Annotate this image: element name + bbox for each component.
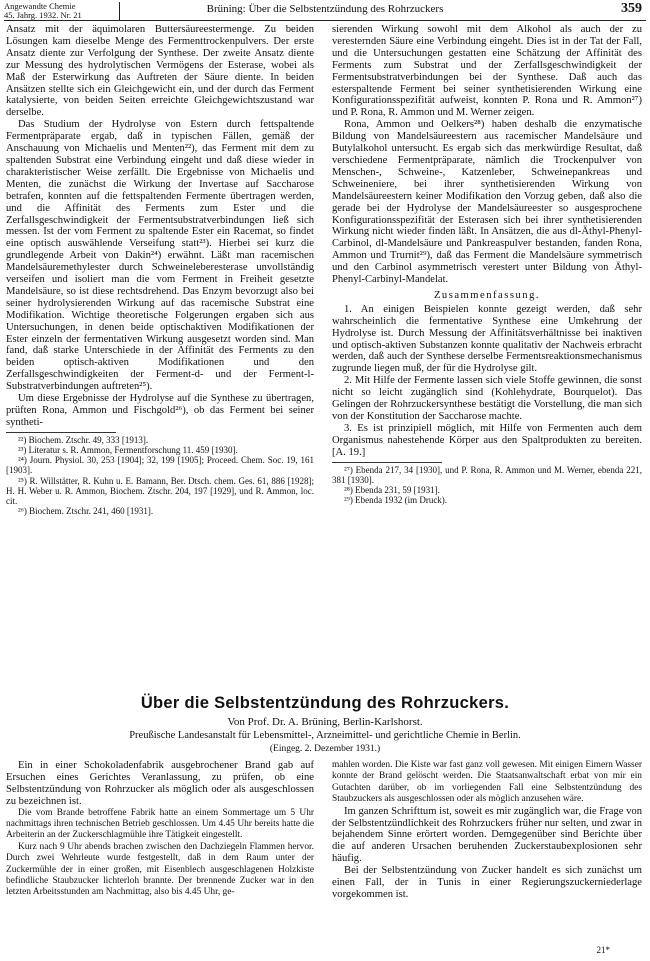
footnote-rule [332,462,442,463]
paragraph: Das Studium der Hydrolyse von Estern durch fettspaltende Fermentpräparate ergab, daß in typischen Fällen, gemäß der Anschauung von Michaelis und Menten²²), das Ferment mit dem zu spaltenden Substrat eine Verbindung eingeht und daß diese wieder in charakteristischer Weise zerfällt. Die Ergebnisse von Michaelis und Menten, die zunächst die Wirkung der Invertase auf Saccharose betrafen, konnten auf die fettspaltenden Fermente übertragen werden, und die Affinität des Ferments zum Ester und die Zerfallsgeschwindigkeit der Fermentsubstratverbindungen ließ sich messen. Ist der vom Ferment zu spaltende Ester ein Racemat, so findet eine optisch auswählende Verseifung statt²³). Hierbei sei kurz die grundlegende Arbeit von Dakin²⁴) erwähnt. Läßt man racemischen Mandelsäuremethylester durch Schweineleberesterase unvollständig verseifen und isoliert man die vom Ferment in Freiheit gesetzte Mandelsäure, so ist diese rechtsdrehend. Das Enzym bevorzugt also bei seiner hydrolysierenden Wirkung auf das racemische Substrat eine Modifikation. Wichtige theoretische Folgerungen ergaben sich aus Untersuchungen, in denen beide optischaktiven Modifikationen der Ester einzeln der fermentativen Wirkung ausgesetzt worden sind. Man fand, daß starke Unterschiede in der Affinität des Ferments zu den beiden optisch-aktiven Modifikationen und den Zerfallsgeschwindigkeiten der Ferment-d- und der Ferment-l-Substratverbindungen auftreten²⁵). [6,119,314,393]
footnote: ²⁹) Ebenda 1932 (im Druck). [344,495,448,506]
page-number: 359 [621,1,642,16]
paragraph: Ansatz mit der äquimolaren Buttersäureestermenge. Zu beiden Lösungen kam dieselbe Menge des Fermenttrockenpulvers. Der erste Ansatz diente zur Verfolgung der Synthese. Der zweite Ansatz diente zur Messung des hydrolytischen Vermögens der Esterase, wobei als Maß der Esterwirkung das Auftreten der Säure diente. In beiden Ansätzen stellte sich ein Gleichgewicht ein, und der durch das Ferment katalysierte, von beiden Seiten erreichte Gleichgewichtszustand war derselbe. [6,24,314,119]
footnote: ²⁵) R. Willstätter, R. Kuhn u. E. Bamann, Ber. Dtsch. chem. Ges. 61, 886 [1928]; H. H. Weber u. R. Ammon, Biochem. Ztschr. 204, 197 [1929], und R. Ammon, loc. cit. [6,475,314,507]
article-title: Über die Selbstentzündung des Rohrzuckers. [140,694,510,712]
running-title: Brüning: Über die Selbstentzündung des Rohrzuckers [206,3,444,15]
footnote: ²⁷) Ebenda 217, 34 [1930], und P. Rona, R. Ammon und M. Werner, ebenda 221, 381 [1930]. [332,464,642,485]
paragraph: Rona, Ammon und Oelkers²⁸) haben deshalb die enzymatische Bildung von Mandelsäureestern aus racemischer Mandelsäure und Butylalkohol untersucht. Es ergab sich das merkwürdige Resultat, daß verschiedene Fermentpräparate, nämlich die Trockenpulver von Menschen-, Schweine-, Katzenleber, Schweinepankreas und Schweineniere, bei ihrer synthetisierenden Wirkung von Mandelsäureestern keiner Modifikation den Vorzug geben, daß also die gerade bei der Hydrolyse der Mandelsäureester so ausgesprochene Konfigurationsspezifität der Esterasen sich bei ihrer synthetisierenden Wirkung nicht wieder finden läßt. In Ansätzen, die aus dl-Äthyl-Phenyl-Carbinol, dl-Mandelsäure und Pankreaspulver bestanden, fanden Rona, Ammon und Trurnit²⁹), daß das Ferment die Mandelsäure symmetrisch und den Carbinol asymmetrisch verestert unter Bildung von Äthyl-Phenyl-Carbinyl-Mandelat. [332,119,642,286]
summary-heading: Zusammenfassung. [433,289,541,301]
article-institute: Preußische Landesanstalt für Lebensmittel-, Arzneimittel- und gerichtliche Chemie in Berlin. [129,730,521,741]
footnote: ²²) Biochem. Ztschr. 49, 333 [1913]. [18,434,149,445]
paragraph: Bei der Selbstentzündung von Zucker handelt es sich zunächst um einen Fall, der in Tunis in einer Regierungszuckerniederlage vorgekommen ist. [332,865,642,900]
paragraph: mahlen worden. Die Kiste war fast ganz voll gewesen. Mit einigen Eimern Wasser konnte der Brand gelöscht werden. Die Staatsanwaltschaft erbat von mir ein Gutachten darüber, ob im vorliegenden Fall eine Selbstentzündung des Staubzuckers als ausgeschlossen oder als möglich anzusehen wäre. [332,760,642,805]
summary-item: 1. An einigen Beispielen konnte gezeigt werden, daß sehr wahrscheinlich die fermentative Synthese eine Umkehrung der Hydrolyse ist. Durch Messung der Affinitätsverhältnisse bei inaktiven und optisch-aktiven Substanzen konnte qualitativ der Nachweis erbracht werden, daß auch der Synthese derselbe Fermentsreaktionsmechanismus zugrunde liegen muß, der für die Hydrolyse gilt. [332,303,642,375]
sheet-signature: 21* [596,945,610,955]
received-date: (Eingeg. 2. Dezember 1931.) [269,744,381,754]
footnote: ²⁸) Ebenda 231, 59 [1931]. [344,485,440,496]
summary-item: 3. Es ist prinzipiell möglich, mit Hilfe von Fermenten auch dem Organismus nahestehende Körper aus den Spaltprodukten zu bereiten. [A. 19.] [332,422,642,458]
summary-item: 2. Mit Hilfe der Fermente lassen sich viele Stoffe gewinnen, die sonst nicht so leicht zugänglich sind (Kohlehydrate, Bourquelot). Das Gelingen der Rohrzuckersynthese bestätigt die Vorstellung, die man sich von der Konstitution der Saccharose machte. [332,375,642,422]
article-right-column [332,760,642,901]
right-column [332,24,642,505]
footnote-rule [6,432,116,433]
paragraph: Im ganzen Schrifttum ist, soweit es mir zugänglich war, die Frage von der Selbstentzündlichkeit des Rohrzuckers früher nur selten, und zwar in bejahendem Sinne erörtert worden. Demgegenüber sind Berichte über die auf anderen Ursachen beruhenden Zuckerstaubexplosionen sehr häufig. [332,805,642,865]
footnote: ²⁶) Biochem. Ztschr. 241, 460 [1931]. [18,506,154,517]
paragraph: Die vom Brande betroffene Fabrik hatte an einem Sommertage um 5 Uhr nachmittags ihren technischen Betrieb geschlossen. Um 4.45 Uhr bereits hatte die Arbeiterin an der Zuckerschlagmühle ihre Tätigkeit eingestellt. [6,807,314,841]
journal-name: Angewandte Chemie [4,1,76,11]
article-left-column [6,760,314,899]
paragraph: Kurz nach 9 Uhr abends brachen zwischen den Dachziegeln Flammen hervor. Durch zwei Wehrleute wurde festgestellt, daß in dem Raum unter der Zuckermühle der in einer großen, mit Eisenblech ausgeschlagenen Holzkiste befindliche Staubzucker lichterloh brannte. Der brennende Zucker war in den letzten Arbeitsstunden am Nachmittag, also bis 4.45 Uhr, ge- [6,841,314,898]
paragraph: sierenden Wirkung sowohl mit dem Alkohol als auch der zu veresternden Säure eine Verbindung eingeht. Dies ist in der Tat der Fall, und die Untersuchungen gestatten eine Schätzung der Affinität des Ferments zum Substrat und der Zerfallsgeschwindigkeit der Fermentsubstratverbindungen bei der Synthese. Daß auch das esterspaltende Ferment bei seiner synthetisierenden Wirkung eine Konfigurationsspezifität aufweist, konnten P. Rona und R. Ammon²⁷) und P. Rona, R. Ammon und M. Werner zeigen. [332,24,642,119]
journal-volume: 45. Jahrg. 1932. Nr. 21 [4,10,82,20]
header-rule [4,20,646,21]
footnote: ²³) Literatur s. R. Ammon, Fermentforschung 11. 459 [1930]. [18,445,238,456]
footnote: ²⁴) Journ. Physiol. 30, 253 [1904]; 32, 199 [1905]; Proceed. Chem. Soc. 19, 161 [1903]. [6,455,314,476]
article-author: Von Prof. Dr. A. Brüning, Berlin-Karlshorst. [227,716,423,728]
paragraph: Ein in einer Schokoladenfabrik ausgebrochener Brand gab auf Ersuchen eines Gerichtes Veranlassung, zu prüfen, ob eine Selbstentzündung von Rohrzucker als möglich oder als ausgeschlossen zu bezeichnen ist. [6,760,314,807]
left-column [6,24,314,516]
paragraph: Um diese Ergebnisse der Hydrolyse auf die Synthese zu übertragen, prüften Rona, Ammon und Fischgold²⁶), ob das Ferment bei seiner syntheti- [6,393,314,428]
